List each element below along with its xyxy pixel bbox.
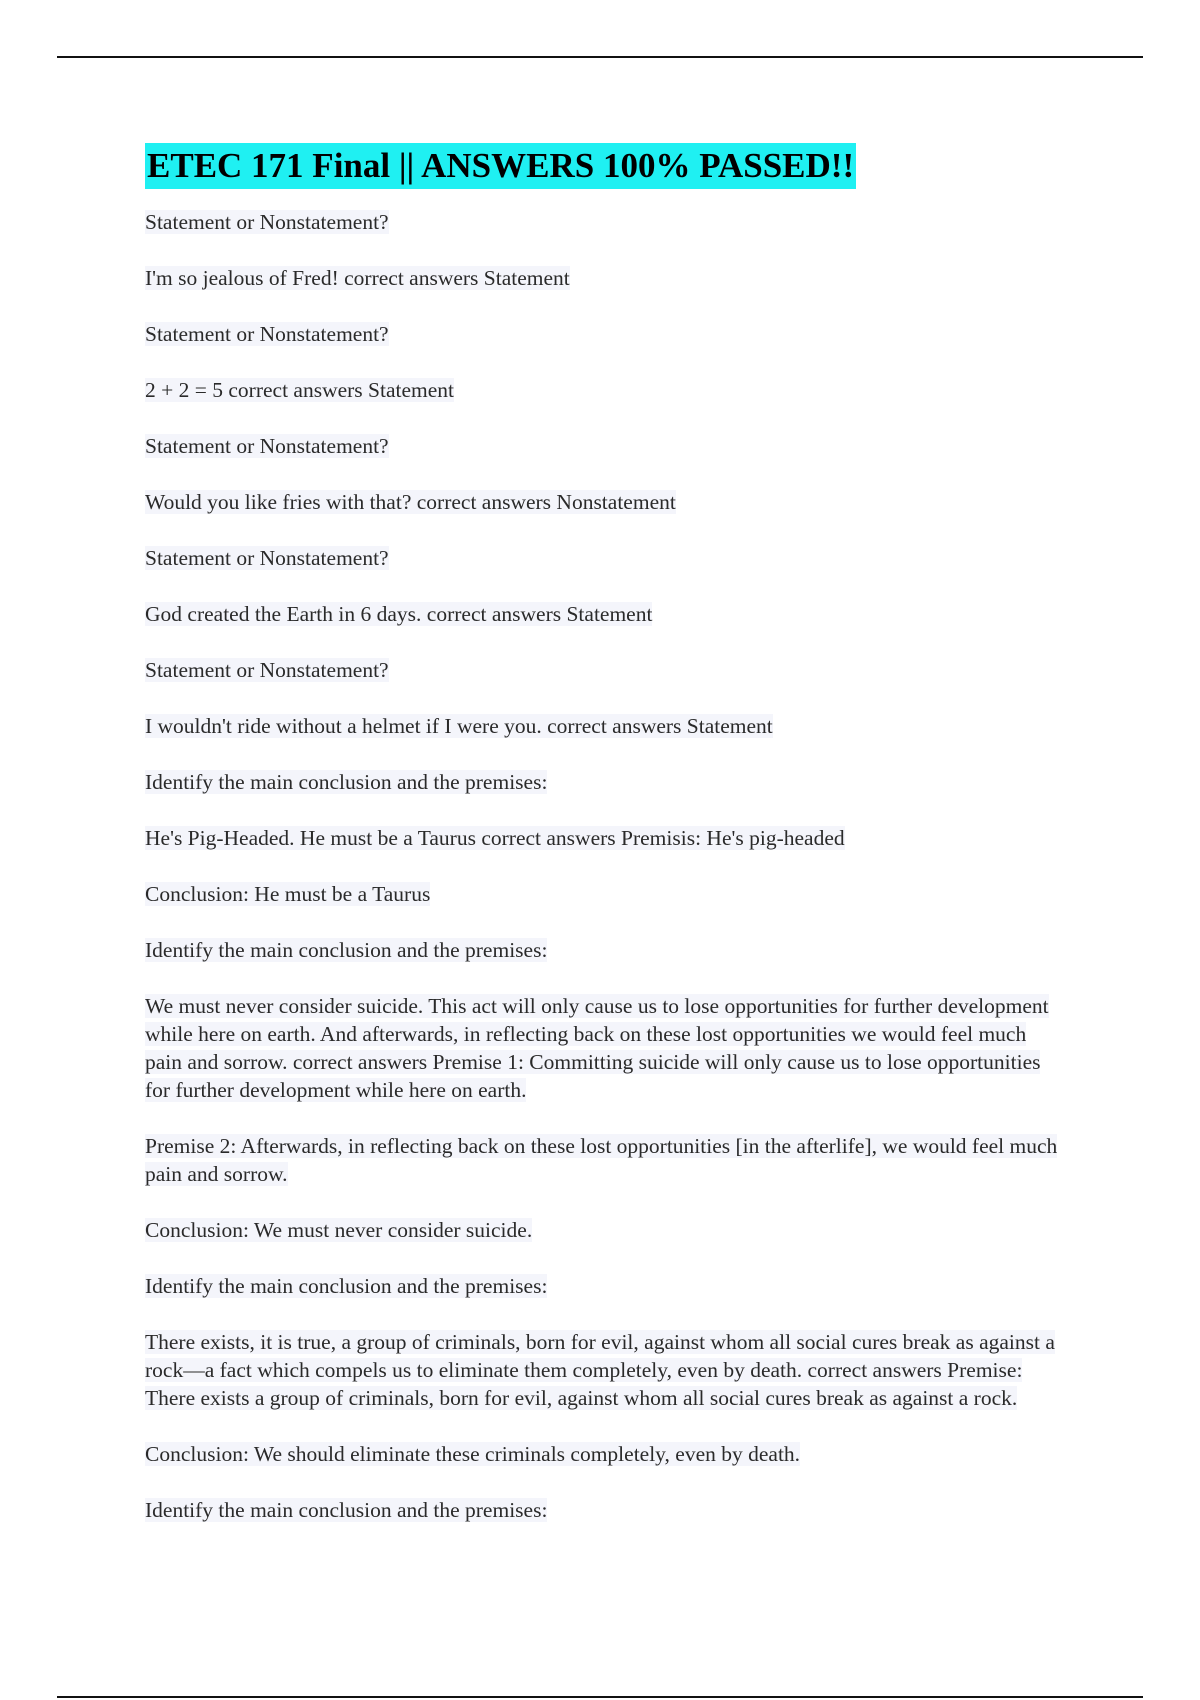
question-prompt: Identify the main conclusion and the premises: <box>145 938 548 962</box>
question-prompt: Statement or Nonstatement? <box>145 210 389 234</box>
question-prompt: Statement or Nonstatement? <box>145 434 389 458</box>
document-title: ETEC 171 Final || ANSWERS 100% PASSED!! <box>145 143 856 189</box>
question-prompt: Identify the main conclusion and the premises: <box>145 770 548 794</box>
question-prompt: Identify the main conclusion and the premises: <box>145 1274 548 1298</box>
answer-line: I'm so jealous of Fred! correct answers Statement <box>145 266 570 290</box>
answer-line: I wouldn't ride without a helmet if I were you. correct answers Statement <box>145 714 773 738</box>
answer-paragraph: There exists, it is true, a group of criminals, born for evil, against whom all social cures break as against a rock—a fact which compels us to eliminate them completely, even by death. correct answers Premise: There exists a group of criminals, born for evil, against whom all social cures break as against a rock. <box>145 1330 1055 1410</box>
question-prompt: Statement or Nonstatement? <box>145 658 389 682</box>
document-body <box>145 143 1065 1552</box>
answer-line: Would you like fries with that? correct answers Nonstatement <box>145 490 676 514</box>
conclusion-line: Conclusion: He must be a Taurus <box>145 882 431 906</box>
premise-line: Premise 2: Afterwards, in reflecting back on these lost opportunities [in the afterlife], we would feel much pain and sorrow. <box>145 1134 1058 1186</box>
conclusion-line: Conclusion: We must never consider suicide. <box>145 1218 533 1242</box>
answer-line: He's Pig-Headed. He must be a Taurus correct answers Premisis: He's pig-headed <box>145 826 845 850</box>
answer-line: God created the Earth in 6 days. correct answers Statement <box>145 602 653 626</box>
question-prompt: Statement or Nonstatement? <box>145 546 389 570</box>
answer-line: 2 + 2 = 5 correct answers Statement <box>145 378 455 402</box>
header-rule <box>57 56 1143 58</box>
question-prompt: Identify the main conclusion and the premises: <box>145 1498 548 1522</box>
footer-rule <box>57 1696 1143 1698</box>
question-prompt: Statement or Nonstatement? <box>145 322 389 346</box>
answer-paragraph: We must never consider suicide. This act will only cause us to lose opportunities for further development while here on earth. And afterwards, in reflecting back on these lost opportunities we would feel much pain and sorrow. correct answers Premise 1: Committing suicide will only cause us to lose opportunities for further development while here on earth. <box>145 994 1049 1102</box>
conclusion-line: Conclusion: We should eliminate these criminals completely, even by death. <box>145 1442 801 1466</box>
